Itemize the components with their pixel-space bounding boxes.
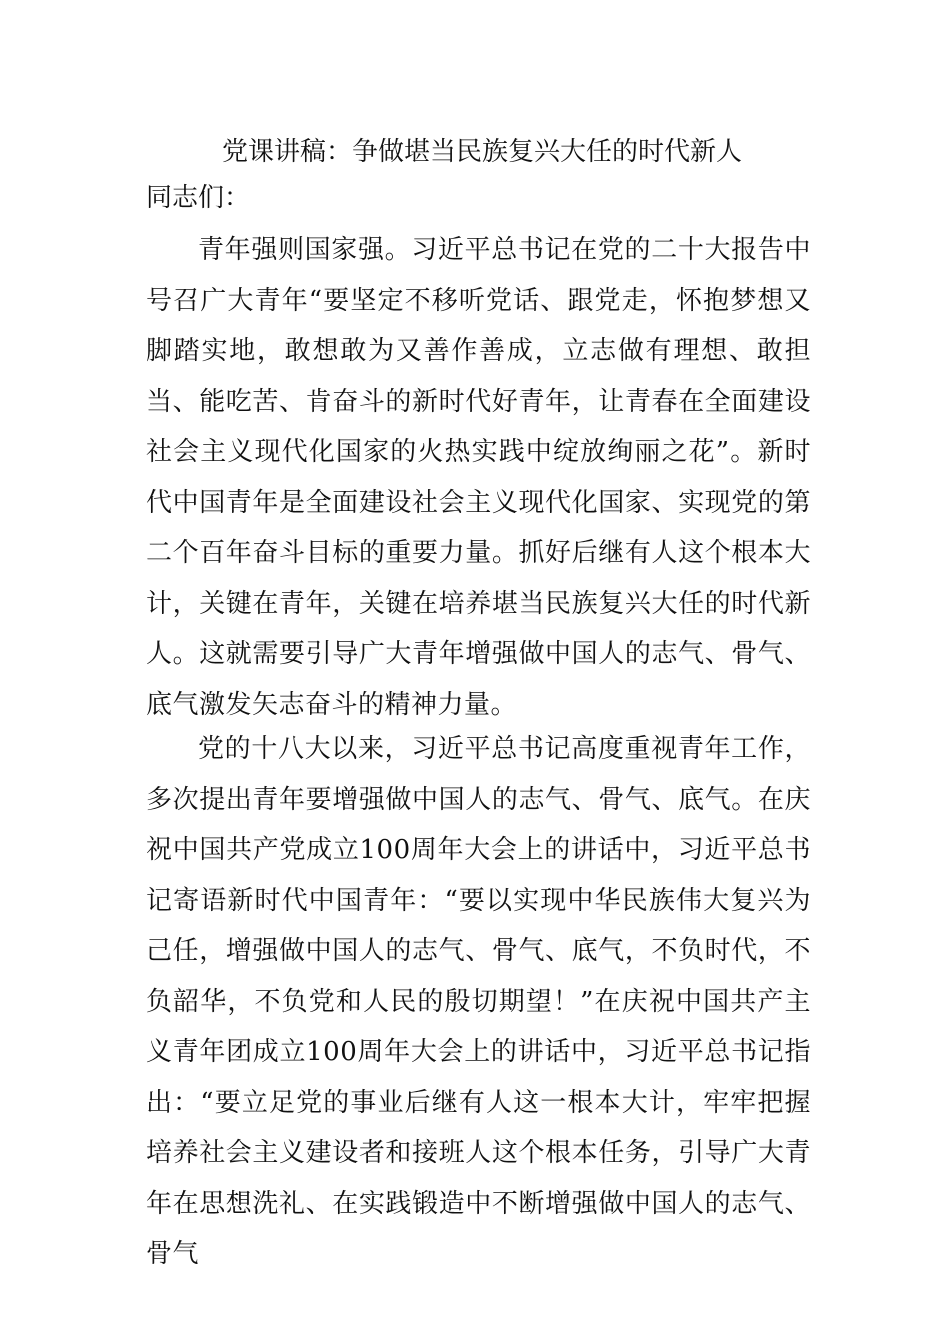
- salutation: 同志们：: [146, 183, 251, 213]
- paragraph-2: 党的十八大以来，习近平总书记高度重视青年工作，多次提出青年要增强做中国人的志气、骨气、底气。在庆祝中国共产党成立100周年大会上的讲话中，习近平总书记寄语新时代中国青年：“要以实现中华民族伟大复兴为己任，增强做中国人的志气、骨气、底气，不负时代，不负韶华，不负党和人民的殷切期望！”在庆祝中国共产主义青年团成立100周年大会上的讲话中，习近平总书记指出：“要立足党的事业后继有人这一根本大计，牢牢把握培养社会主义建设者和接班人这个根本任务，引导广大青年在思想洗礼、在实践锻造中不断增强做中国人的志气、骨气: [146, 734, 811, 1269]
- document-title: 党课讲稿：争做堪当民族复兴大任的时代新人: [222, 137, 743, 167]
- paragraph-1: 青年强则国家强。习近平总书记在党的二十大报告中号召广大青年“要坚定不移听党话、跟党走，怀抱梦想又脚踏实地，敢想敢为又善作善成，立志做有理想、敢担当、能吃苦、肯奋斗的新时代好青年，让青春在全面建设社会主义现代化国家的火热实践中绽放绚丽之花”。新时代中国青年是全面建设社会主义现代化国家、实现党的第二个百年奋斗目标的重要力量。抓好后继有人这个根本大计，关键在青年，关键在培养堪当民族复兴大任的时代新人。这就需要引导广大青年增强做中国人的志气、骨气、底气激发矢志奋斗的精神力量。: [146, 235, 811, 720]
